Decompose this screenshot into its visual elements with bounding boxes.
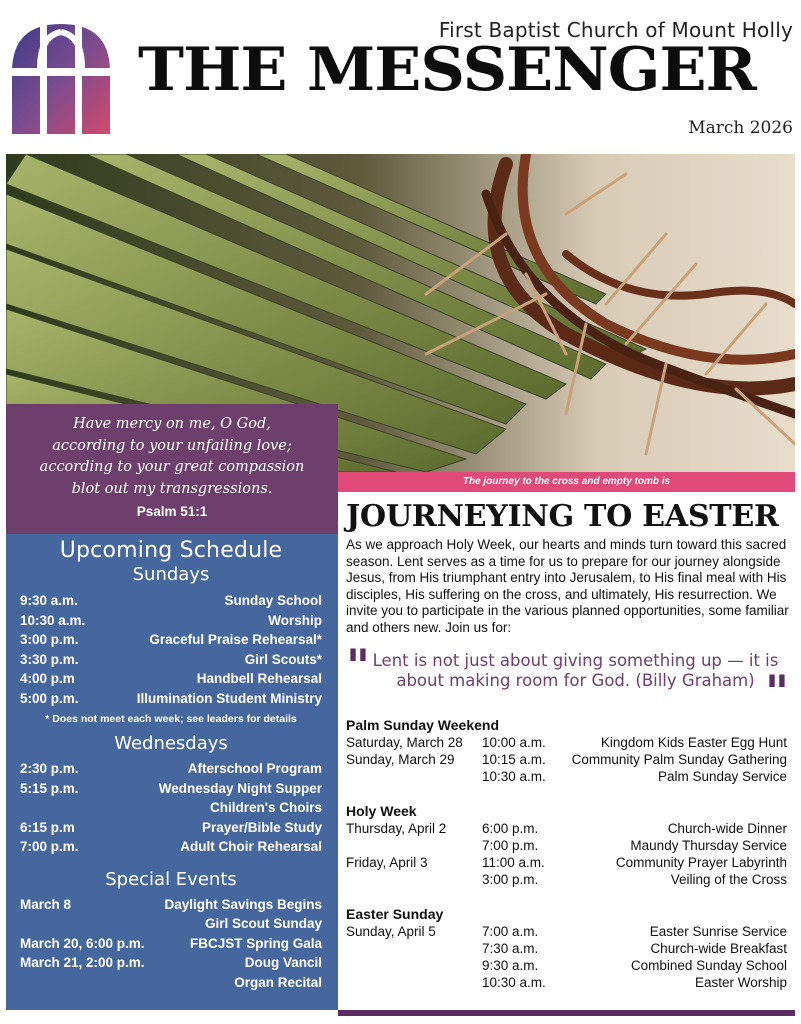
event-name: Church-wide Breakfast <box>650 940 787 956</box>
schedule-event: Worship <box>268 612 322 628</box>
event-row <box>346 734 791 751</box>
event-row <box>346 974 791 991</box>
event-row <box>346 923 791 940</box>
newsletter-title: THE MESSENGER <box>138 35 756 105</box>
event-day: Friday, April 3 <box>346 854 428 870</box>
event-row <box>346 751 791 768</box>
schedule-time: 5:15 p.m. <box>20 780 79 796</box>
event-time: 10:00 a.m. <box>482 734 546 750</box>
schedule-row <box>20 689 322 709</box>
event-day: Saturday, March 28 <box>346 734 463 750</box>
verse-line: blot out my transgressions. <box>71 480 273 497</box>
schedule-row <box>20 759 322 779</box>
event-name: Community Palm Sunday Gathering <box>571 751 787 767</box>
event-time: 7:30 a.m. <box>482 940 539 956</box>
event-section <box>346 717 791 785</box>
schedule-row <box>20 630 322 650</box>
event-time: 6:00 p.m. <box>482 820 539 836</box>
schedule-event: Girl Scouts* <box>244 651 322 667</box>
schedule-row <box>20 650 322 670</box>
schedule-event: Wednesday Night Supper <box>158 780 322 796</box>
schedule-event: Sunday School <box>224 593 322 608</box>
schedule-event: Graceful Praise Rehearsal* <box>149 632 322 647</box>
schedule-date: March 8 <box>20 896 72 912</box>
hero-caption: The journey to the cross and empty tomb is <box>338 472 795 492</box>
easter-article <box>346 498 791 991</box>
schedule-row <box>20 669 322 689</box>
schedule-row <box>20 953 322 973</box>
schedule-row <box>20 798 322 818</box>
event-time: 10:30 a.m. <box>482 768 546 784</box>
event-row <box>346 768 791 785</box>
event-name: Easter Worship <box>694 974 787 990</box>
upcoming-schedule <box>6 534 338 1010</box>
schedule-event: Doug Vancil <box>244 955 322 970</box>
schedule-event: Daylight Savings Begins <box>164 896 322 912</box>
schedule-event: Children's Choirs <box>210 800 322 815</box>
event-row <box>346 854 791 871</box>
section-heading: Easter Sunday <box>346 905 444 922</box>
event-section <box>346 803 791 888</box>
schedule-time: 9:30 a.m. <box>20 593 78 608</box>
schedule-time: 10:30 a.m. <box>20 612 86 628</box>
schedule-row <box>20 914 322 934</box>
schedule-date: March 20, 6:00 p.m. <box>20 935 145 951</box>
section-heading: Palm Sunday Weekend <box>346 716 500 733</box>
schedule-event: Afterschool Program <box>187 761 322 776</box>
schedule-row <box>20 591 322 611</box>
schedule-time: 2:30 p.m. <box>20 761 79 776</box>
event-name: Veiling of the Cross <box>670 871 787 887</box>
verse-line: according to your unfailing love; <box>52 437 292 454</box>
article-body: As we approach Holy Week, our hearts and minds turn toward this sacred season. Lent serves as a time for us to prepare for our journey alongside Jesus, from His triumphant entry into Jerusalem, to His final meal with His disciples, His suffering on the cross, and ultimately, His resurrection. We invite you to participate in the various planned opportunities, some familiar and others new. Join us for: <box>346 537 789 635</box>
schedule-time: 6:15 p.m <box>20 819 75 835</box>
church-name: First Baptist Church of Mount Holly <box>438 18 793 42</box>
event-name: Maundy Thursday Service <box>630 837 787 853</box>
schedule-event: FBCJST Spring Gala <box>189 935 322 951</box>
event-row <box>346 940 791 957</box>
schedule-row <box>20 895 322 915</box>
event-name: Easter Sunrise Service <box>649 923 787 939</box>
event-row <box>346 820 791 837</box>
event-name: Combined Sunday School <box>630 957 787 973</box>
schedule-time: 7:00 p.m. <box>20 839 79 854</box>
special-events-heading: Special Events <box>105 868 237 890</box>
pull-quote <box>346 638 791 719</box>
schedule-event: Illumination Student Ministry <box>136 690 322 706</box>
schedule-event: Prayer/Bible Study <box>201 819 322 835</box>
event-section <box>346 906 791 991</box>
wednesdays-heading: Wednesdays <box>114 733 228 754</box>
event-time: 7:00 a.m. <box>482 923 539 939</box>
event-name: Palm Sunday Service <box>657 768 787 784</box>
verse-line: according to your great compassion <box>39 459 305 475</box>
schedule-row <box>20 611 322 631</box>
event-name: Church-wide Dinner <box>667 820 787 836</box>
schedule-event: Adult Choir Rehearsal <box>180 839 322 854</box>
event-day: Sunday, March 29 <box>346 751 455 767</box>
verse-line: Have mercy on me, O God, <box>73 416 271 432</box>
schedule-row <box>20 973 322 993</box>
schedule-time: 3:30 p.m. <box>20 651 79 667</box>
event-time: 10:15 a.m. <box>482 751 546 767</box>
event-time: 10:30 a.m. <box>482 974 546 990</box>
sundays-heading: Sundays <box>132 564 210 585</box>
scripture-verse-box <box>6 404 338 534</box>
event-day: Thursday, April 2 <box>346 820 447 836</box>
footer-divider <box>338 1010 795 1016</box>
schedule-row <box>20 818 322 838</box>
section-heading: Holy Week <box>346 802 417 819</box>
schedule-event: Girl Scout Sunday <box>204 916 322 931</box>
issue-date: March 2026 <box>688 118 793 138</box>
schedule-title: Upcoming Schedule <box>59 538 283 563</box>
open-quote-icon: " <box>346 638 370 693</box>
schedule-event: Organ Recital <box>234 974 322 990</box>
close-quote-icon: " <box>765 664 789 719</box>
schedule-event: Handbell Rehearsal <box>196 671 322 686</box>
schedule-date: March 21, 2:00 p.m. <box>20 955 145 970</box>
schedule-time: 5:00 p.m. <box>20 690 79 706</box>
event-day: Sunday, April 5 <box>346 923 436 939</box>
verse-reference: Psalm 51:1 <box>136 504 208 519</box>
church-window-logo <box>10 22 112 134</box>
event-time: 3:00 p.m. <box>482 871 539 887</box>
event-time: 11:00 a.m. <box>482 854 545 870</box>
event-name: Kingdom Kids Easter Egg Hunt <box>600 734 787 750</box>
schedule-row <box>20 779 322 799</box>
event-row <box>346 871 791 888</box>
schedule-row <box>20 837 322 857</box>
event-time: 7:00 p.m. <box>482 837 539 853</box>
schedule-row <box>20 934 322 954</box>
event-row <box>346 957 791 974</box>
schedule-footnote: * Does not meet each week; see leaders for details <box>45 713 297 725</box>
schedule-time: 4:00 p.m <box>20 671 75 686</box>
schedule-time: 3:00 p.m. <box>20 632 79 647</box>
event-name: Community Prayer Labyrinth <box>615 854 787 870</box>
verse-text <box>18 414 326 500</box>
quote-text: Lent is not just about giving something up — it is about making room for God. (Billy Graham) <box>372 650 779 690</box>
event-row <box>346 837 791 854</box>
article-title: JOURNEYING TO EASTER <box>346 498 779 533</box>
event-time: 9:30 a.m. <box>482 957 539 973</box>
